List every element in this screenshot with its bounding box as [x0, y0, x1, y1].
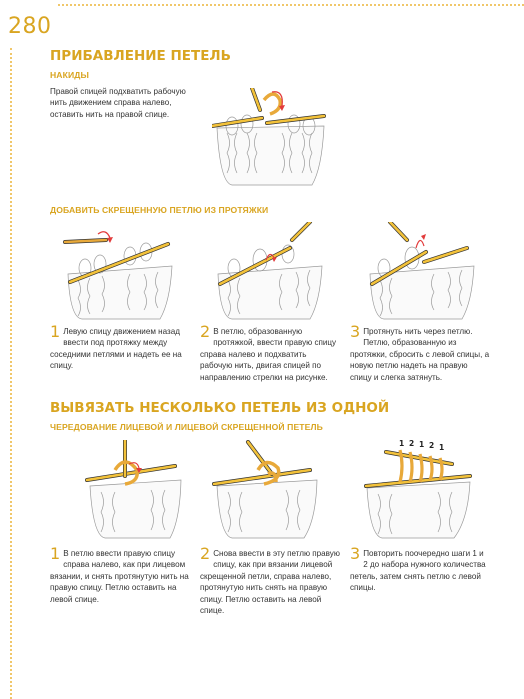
- loop-number-labels: [399, 439, 444, 452]
- loop-label-2: 2: [409, 439, 415, 448]
- top-dotted-rule: [58, 4, 524, 6]
- step-text: Протянуть нить через петлю. Петлю, образованную из протяжки, сбросить с левой спицы, а новую петлю надеть на правую спицу и слегка затянуть.: [350, 327, 490, 382]
- step-text: В петлю, образованную протяжкой, ввести правую спицу справа налево и подхватить рабочую нить, двигая спицей по направлению стрелки на рисунке.: [200, 327, 337, 382]
- step-number: 3: [350, 544, 361, 563]
- section-title-increases: ПРИБАВЛЕНИЕ ПЕТЕЛЬ: [50, 48, 231, 64]
- yarn-over-illustration: [212, 88, 327, 186]
- step-number: 2: [200, 322, 211, 341]
- multi-step1: [50, 544, 190, 605]
- step-text: Снова ввести в эту петлю правую спицу, как при вязании лицевой скрещенной петли, справа налево, протянутую нить снять на правую спицу. Петлю оставить на левой спице.: [200, 549, 340, 616]
- bar-increase-step3-illustration: [362, 222, 482, 320]
- step-text: Левую спицу движением назад ввести под протяжку между соседними петлями и надеть ее на спицу.: [50, 327, 182, 371]
- loop-label-1b: 1: [419, 440, 425, 449]
- bar-increase-step3: [350, 322, 490, 383]
- bar-increase-step2-illustration: [210, 222, 330, 320]
- loop-label-2b: 2: [429, 441, 435, 450]
- loop-label-1c: 1: [439, 443, 445, 452]
- step-number: 2: [200, 544, 211, 563]
- yarn-over-description: Правой спицей подхватить рабочую нить движением справа налево, оставить нить на правой спице.: [50, 87, 186, 119]
- step-number: 3: [350, 322, 361, 341]
- subtitle-yarn-overs: НАКИДЫ: [50, 70, 89, 80]
- step-number: 1: [50, 322, 61, 341]
- bar-increase-step1: [50, 322, 190, 372]
- multi-step2-illustration: [212, 440, 322, 540]
- loop-label-1: 1: [399, 439, 405, 448]
- bar-increase-step2: [200, 322, 340, 383]
- section-title-multiple-from-one: ВЫВЯЗАТЬ НЕСКОЛЬКО ПЕТЕЛЬ ИЗ ОДНОЙ: [50, 400, 390, 416]
- step-number: 1: [50, 544, 61, 563]
- multi-step1-illustration: [85, 440, 185, 540]
- side-dotted-rule: [10, 48, 12, 699]
- subtitle-alternate-knit-twisted: ЧЕРЕДОВАНИЕ ЛИЦЕВОЙ И ЛИЦЕВОЙ СКРЕЩЕННОЙ ПЕТЕЛЬ: [50, 422, 323, 432]
- multi-step3-illustration: [362, 436, 477, 540]
- bar-increase-step1-illustration: [60, 222, 180, 320]
- step-text: Повторить поочередно шаги 1 и 2 до набора нужного количества петель, затем снять петлю с левой спицы.: [350, 549, 486, 593]
- multi-step2: [200, 544, 340, 616]
- step-text: В петлю ввести правую спицу справа налево, как при лицевом вязании, и снять протянутую нить на правую спицу. Петлю оставить на левой спице.: [50, 549, 189, 604]
- multi-step3: [350, 544, 490, 594]
- page-number: 280: [8, 14, 52, 39]
- subtitle-twisted-bar-increase: ДОБАВИТЬ СКРЕЩЕННУЮ ПЕТЛЮ ИЗ ПРОТЯЖКИ: [50, 205, 269, 215]
